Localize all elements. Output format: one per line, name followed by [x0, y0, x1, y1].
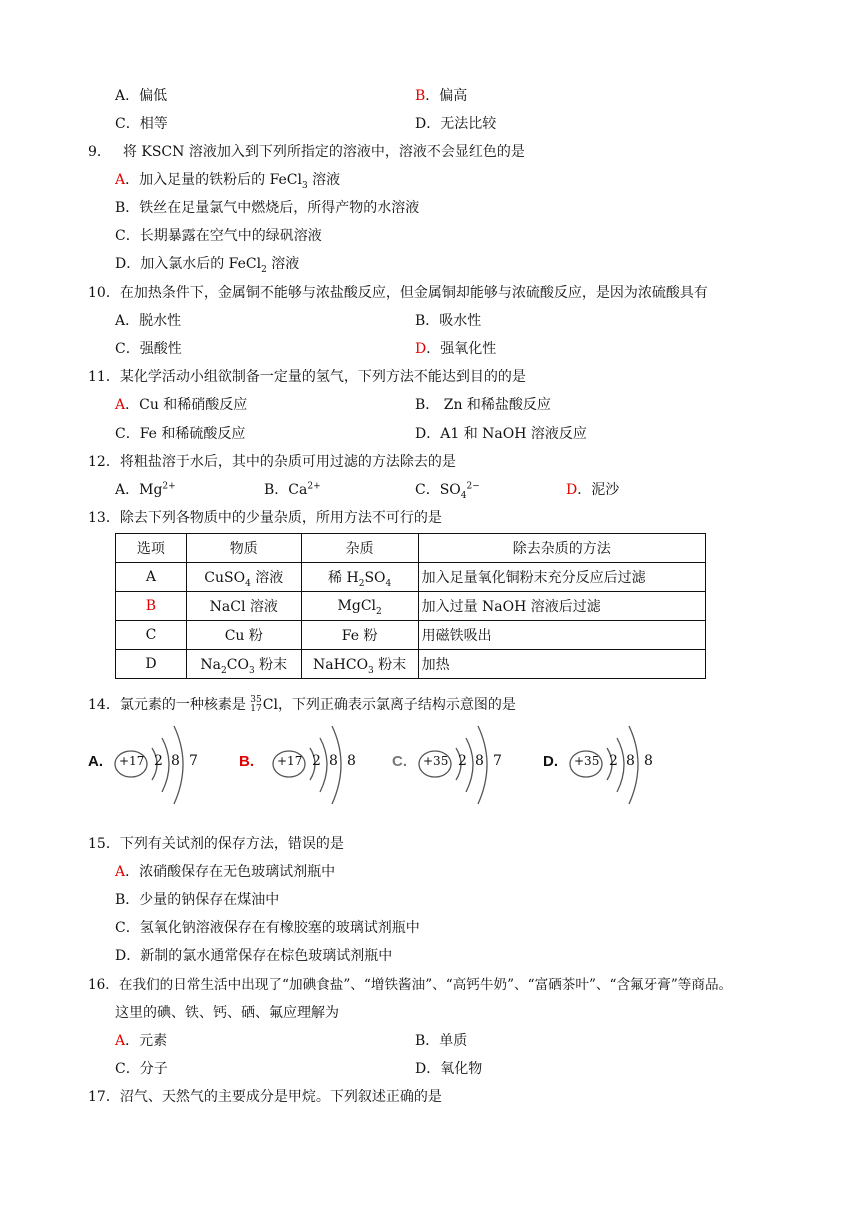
option-text: D．加入氯水后的 FeCl [115, 256, 262, 272]
impurity-table [115, 533, 706, 679]
q12-option-a [115, 480, 176, 500]
question-text: 在加热条件下，金属铜不能够与浓盐酸反应，但金属铜却能够与浓硫酸反应，是因为浓硫酸具有 [119, 285, 708, 301]
option-text: B．Ca [264, 482, 308, 498]
table-header: 物质 [186, 534, 301, 563]
shell-electrons: 8 [475, 753, 484, 769]
subscript: 2 [261, 264, 267, 275]
question-number: 16． [88, 977, 119, 993]
table-cell-impurity: Fe 粉 [301, 621, 418, 650]
table-row [116, 650, 706, 679]
answer-letter: A [115, 864, 126, 880]
answer-letter: A [115, 397, 126, 413]
question-number: 14． [88, 697, 120, 713]
question-number: 17． [88, 1089, 120, 1105]
question-number: 10． [88, 285, 120, 301]
question-number: 13． [88, 510, 120, 526]
option-text: ．强氧化性 [426, 341, 497, 357]
nucleus-charge: +17 [277, 754, 303, 768]
superscript: 2+ [162, 481, 176, 492]
nucleus-charge: +35 [423, 754, 449, 768]
question-text: 将 KSCN 溶液加入到下列所指定的溶液中，溶液不会显红色的是 [122, 144, 525, 160]
shell-electrons: 8 [329, 753, 338, 769]
q9-option-c: C．长期暴露在空气中的绿矾溶液 [115, 228, 322, 244]
shell-electrons: 7 [493, 753, 502, 769]
option-text: 溶液 [307, 172, 341, 188]
subscript: 3 [248, 665, 255, 676]
cell-text: NaHCO [313, 657, 369, 673]
table-cell-impurity [301, 592, 418, 621]
q16-option-b: B．单质 [415, 1033, 468, 1049]
cell-text: CO [226, 657, 249, 673]
q12-option-b [264, 480, 321, 500]
q15-option-a [115, 862, 335, 882]
option-text: ．Cu 和稀硝酸反应 [125, 397, 248, 413]
atomic-number: 17 [250, 704, 262, 714]
q12-option-d [566, 480, 619, 500]
answer-letter: A [115, 1033, 126, 1049]
question-text: 下列有关试剂的保存方法，错误的是 [119, 836, 344, 852]
q9-option-d [115, 254, 299, 274]
table-cell-option: D [116, 650, 187, 679]
table-cell-impurity [301, 650, 418, 679]
shell-electrons: 2 [312, 753, 321, 769]
q17-stem [88, 1087, 442, 1107]
question-number: 15． [88, 836, 120, 852]
q11-stem [88, 367, 526, 387]
table-cell-substance: Cu 粉 [186, 621, 301, 650]
option-label: B. [239, 753, 254, 770]
option-text: ．元素 [125, 1033, 168, 1049]
shell-electrons: 2 [458, 753, 467, 769]
mass-number: 35 [250, 695, 262, 705]
table-header: 除去杂质的方法 [418, 534, 705, 563]
q15-option-d: D．新制的氯水通常保存在棕色玻璃试剂瓶中 [115, 948, 393, 964]
table-header: 杂质 [301, 534, 418, 563]
cell-text: SO [364, 570, 386, 586]
question-number: 12． [88, 454, 120, 470]
isotope-notation [250, 696, 261, 714]
question-text: 某化学活动小组欲制备一定量的氢气，下列方法不能达到目的的是 [119, 369, 526, 385]
table-row [116, 621, 706, 650]
table-cell-option: C [116, 621, 187, 650]
cell-text: Na [200, 657, 222, 673]
q14-option-d-diagram [543, 720, 728, 810]
q8-option-c: C．相等 [115, 116, 168, 132]
cell-text: 粉末 [373, 657, 407, 673]
q11-option-a [115, 395, 247, 415]
table-row [116, 563, 706, 592]
cell-text: MgCl [337, 598, 377, 614]
q10-option-a: A．脱水性 [115, 313, 182, 329]
q10-stem [88, 283, 708, 303]
q13-stem [88, 508, 442, 528]
subscript: 3 [302, 180, 308, 191]
question-text: 除去下列各物质中的少量杂质，所用方法不可行的是 [119, 510, 442, 526]
table-header-row [116, 534, 706, 563]
option-label: C. [392, 753, 407, 770]
subscript: 4 [245, 578, 251, 589]
cell-text: CuSO [204, 570, 246, 586]
element-symbol: Cl [262, 697, 278, 713]
cell-text: 粉末 [254, 657, 288, 673]
shell-electrons: 7 [189, 753, 198, 769]
answer-letter: A [115, 172, 126, 188]
table-header: 选项 [116, 534, 187, 563]
cell-text: 稀 H [328, 570, 359, 586]
subscript: 2 [376, 606, 382, 617]
option-text: ．泥沙 [577, 482, 620, 498]
subscript: 3 [368, 665, 374, 676]
q9-option-a [115, 170, 340, 190]
atom-structure-icon [543, 720, 728, 810]
q15-option-c: C．氢氧化钠溶液保存在有橡胶塞的玻璃试剂瓶中 [115, 920, 420, 936]
answer-letter: D [415, 341, 427, 357]
q11-option-c: C．Fe 和稀硫酸反应 [115, 426, 246, 442]
q11-option-d: D．A1 和 NaOH 溶液反应 [415, 426, 587, 442]
q16-stem [88, 975, 732, 995]
subscript: 4 [385, 578, 392, 589]
shell-electrons: 8 [626, 753, 635, 769]
option-text: ．偏高 [425, 88, 468, 104]
option-text: A．Mg [115, 482, 163, 498]
nucleus-charge: +17 [119, 754, 145, 768]
q8-option-b [415, 86, 467, 106]
option-label: D. [543, 753, 558, 770]
shell-electrons: 8 [171, 753, 180, 769]
subscript: 2 [221, 665, 227, 676]
question-text: ，下列正确表示氯离子结构示意图的是 [277, 697, 516, 713]
nucleus-charge: +35 [574, 754, 600, 768]
option-text: ．加入足量的铁粉后的 FeCl [125, 172, 302, 188]
question-number: 9． [88, 144, 111, 160]
q10-option-d [415, 339, 496, 359]
table-cell-method: 用磁铁吸出 [418, 621, 705, 650]
question-text: 氯元素的一种核素是 [119, 697, 251, 713]
table-cell-substance [186, 650, 301, 679]
option-label: A. [88, 753, 103, 770]
q14-stem [88, 695, 516, 715]
q15-stem [88, 834, 344, 854]
q16-option-a [115, 1031, 167, 1051]
question-number: 11． [88, 369, 120, 385]
q8-option-d: D．无法比较 [415, 116, 497, 132]
table-cell-method: 加入过量 NaOH 溶液后过滤 [418, 592, 705, 621]
question-text: 在我们的日常生活中出现了“加碘食盐”、“增铁酱油”、“高钙牛奶”、“富硒茶叶”、“含氟牙膏”等商品。 [118, 977, 733, 993]
question-text: 沼气、天然气的主要成分是甲烷。下列叙述正确的是 [119, 1089, 442, 1105]
option-text: ．浓硝酸保存在无色玻璃试剂瓶中 [125, 864, 336, 880]
table-cell-substance: NaCl 溶液 [186, 592, 301, 621]
q10-option-c: C．强酸性 [115, 341, 182, 357]
q16-stem-continued: 这里的碘、铁、钙、硒、氟应理解为 [115, 1005, 339, 1021]
q15-option-b: B．少量的钠保存在煤油中 [115, 892, 280, 908]
shell-electrons: 8 [347, 753, 356, 769]
option-text: C．SO [415, 482, 461, 498]
table-cell-method: 加入足量氧化铜粉末充分反应后过滤 [418, 563, 705, 592]
q16-option-d: D．氧化物 [415, 1061, 483, 1077]
q16-option-c: C．分子 [115, 1061, 168, 1077]
table-cell-method: 加热 [418, 650, 705, 679]
q12-option-c [415, 480, 480, 500]
answer-letter: B [415, 88, 426, 104]
table-cell-option: B [116, 592, 187, 621]
superscript: 2− [466, 481, 480, 492]
option-text: 溶液 [266, 256, 300, 272]
table-cell-impurity [301, 563, 418, 592]
q12-stem [88, 452, 456, 472]
table-cell-substance [186, 563, 301, 592]
q9-stem [88, 142, 525, 162]
q11-option-b: B． Zn 和稀盐酸反应 [415, 397, 551, 413]
q9-option-b: B．铁丝在足量氯气中燃烧后，所得产物的水溶液 [115, 200, 420, 216]
shell-electrons: 2 [609, 753, 618, 769]
superscript: 2+ [307, 481, 321, 492]
subscript: 4 [460, 490, 467, 501]
answer-letter: D [566, 482, 578, 498]
table-cell-option: A [116, 563, 187, 592]
table-row [116, 592, 706, 621]
q10-option-b: B．吸水性 [415, 313, 482, 329]
question-text: 将粗盐溶于水后，其中的杂质可用过滤的方法除去的是 [119, 454, 456, 470]
cell-text: 溶液 [250, 570, 284, 586]
q8-option-a: A．偏低 [115, 88, 168, 104]
shell-electrons: 8 [644, 753, 653, 769]
shell-electrons: 2 [154, 753, 163, 769]
subscript: 2 [358, 578, 365, 589]
